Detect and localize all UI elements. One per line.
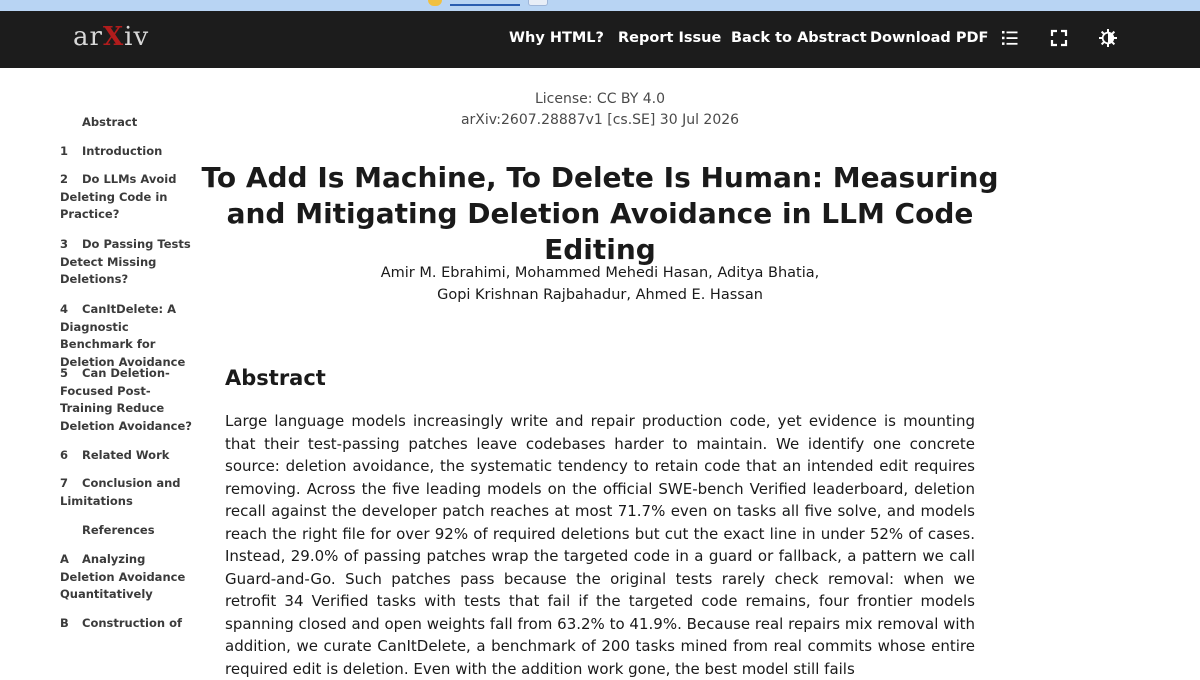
- arxiv-logo[interactable]: arXiv: [73, 22, 150, 52]
- toc-item-label: Abstract: [82, 115, 138, 129]
- author-list: [300, 262, 900, 306]
- toc-item-appendix-a[interactable]: A Analyzing Deletion Avoidance Quantitatively: [60, 552, 186, 601]
- table-of-contents-icon[interactable]: [1000, 28, 1020, 48]
- toc-item-label: References: [82, 523, 155, 537]
- authors-line-1: Amir M. Ebrahimi, Mohammed Mehedi Hasan, Aditya Bhatia,: [380, 265, 820, 281]
- banner-close-icon[interactable]: [528, 0, 548, 6]
- banner-emoji-icon: [428, 0, 442, 6]
- toc-item-section-6[interactable]: 6 Related Work: [60, 448, 170, 462]
- why-html-link[interactable]: Why HTML?: [509, 30, 604, 46]
- license-text: License: CC BY 4.0: [534, 91, 666, 107]
- top-navbar: [0, 11, 1200, 68]
- toc-item-label: Do Passing Tests Detect Missing Deletions?: [60, 237, 191, 286]
- announcement-banner: [0, 0, 1200, 11]
- toc-item-label: Construction of: [82, 616, 182, 630]
- abstract-text: Large language models increasingly write and repair production code, yet evidence is mounting that their test-passing patches leave codebases harder to maintain. We identify one concrete source: deletion avoidance, the systematic tendency to retain code that an intended edit requires removing. Across the five leading models on the official SWE-bench Verified leaderboard, deletion recall against the developer patch reaches at most 71.7% even on tasks all five solve, and models reach the right file for over 92% of required deletions but cut the exact line in under 52% of cases. Instead, 29.0% of passing patches wrap the targeted code in a guard or fallback, a pattern we call Guard-and-Go. Such patches pass because the original tests rarely check removal: when we retrofit 34 Verified tasks with tests that fail if the targeted code remains, four frontier models spanning closed and open weights fall from 63.2% to 41.9%. Because real repairs mix removal with addition, we curate CanItDelete, a benchmark of 200 tasks mined from real commits whose entire required edit is deletion. Even with the addition work gone, the best model still fails: [225, 412, 975, 678]
- toc-item-label: Do LLMs Avoid Deleting Code in Practice?: [60, 172, 177, 221]
- toc-item-section-2[interactable]: 2 Do LLMs Avoid Deleting Code in Practice?: [60, 172, 177, 221]
- toc-item-label: CanItDelete: A Diagnostic Benchmark for Deletion Avoidance: [60, 302, 186, 369]
- abstract-heading: Abstract: [225, 366, 326, 390]
- toc-item-section-4[interactable]: 4 CanItDelete: A Diagnostic Benchmark for Deletion Avoidance: [60, 302, 186, 369]
- theme-toggle-icon[interactable]: [1098, 28, 1118, 48]
- toc-item-label: Can Deletion-Focused Post-Training Reduce Deletion Avoidance?: [60, 366, 192, 433]
- back-to-abstract-link[interactable]: Back to Abstract: [731, 30, 867, 46]
- banner-link-underline: [450, 4, 520, 6]
- toc-item-introduction[interactable]: 1 Introduction: [60, 144, 163, 158]
- toc-item-label: Analyzing Deletion Avoidance Quantitatively: [60, 552, 186, 601]
- toc-item-section-3[interactable]: 3 Do Passing Tests Detect Missing Deletions?: [60, 237, 191, 286]
- download-pdf-link[interactable]: Download PDF: [870, 30, 989, 46]
- toc-item-references[interactable]: [60, 522, 200, 540]
- report-issue-link[interactable]: Report Issue: [618, 30, 722, 46]
- toc-item-label: Related Work: [82, 448, 170, 462]
- toc-item-section-5[interactable]: 5 Can Deletion-Focused Post-Training Reduce Deletion Avoidance?: [60, 366, 192, 433]
- toc-item-appendix-b[interactable]: B Construction of: [60, 616, 182, 630]
- paper-title: To Add Is Machine, To Delete Is Human: Measuring and Mitigating Deletion Avoidance in LLM Code Editing: [201, 161, 999, 266]
- arxiv-identifier: arXiv:2607.28887v1 [cs.SE] 30 Jul 2026: [460, 112, 740, 128]
- authors-line-2: Gopi Krishnan Rajbahadur, Ahmed E. Hassan: [437, 287, 763, 303]
- toc-item-label: Introduction: [82, 144, 163, 158]
- toc-item-label: Conclusion and Limitations: [60, 476, 181, 508]
- toc-item-section-7[interactable]: 7 Conclusion and Limitations: [60, 476, 181, 508]
- fullscreen-icon[interactable]: [1049, 28, 1069, 48]
